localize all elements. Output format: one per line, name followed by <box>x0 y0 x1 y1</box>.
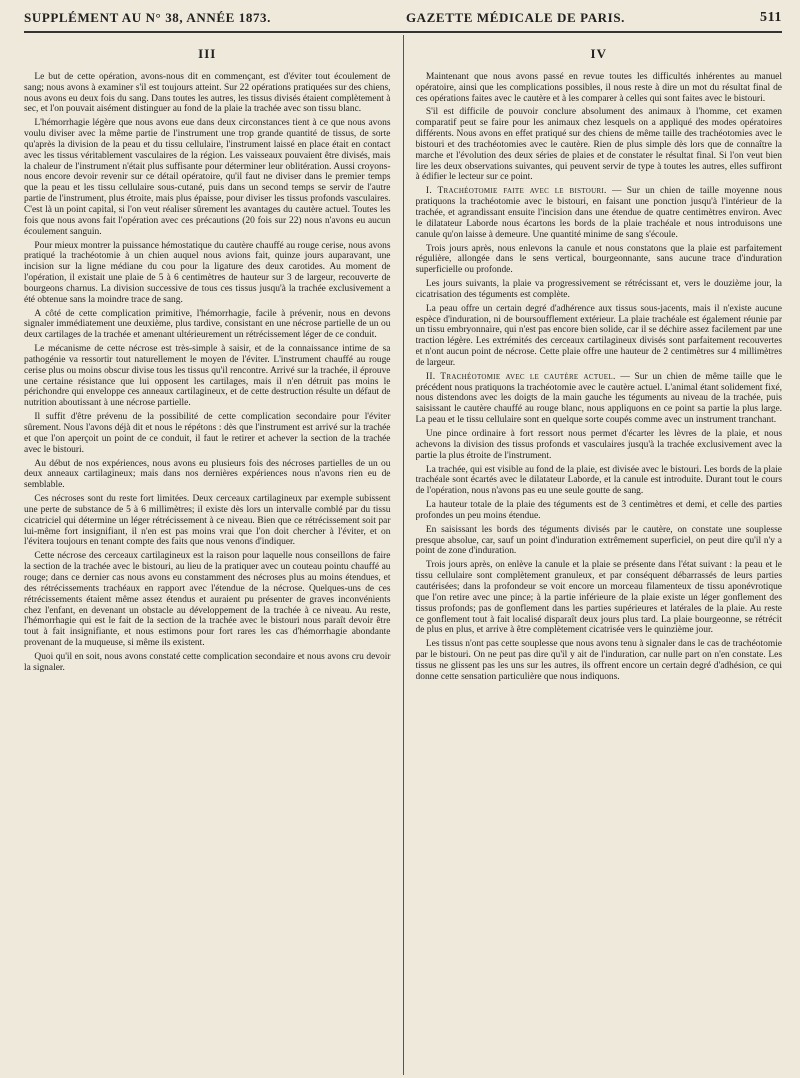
paragraph: Ces nécroses sont du reste fort limitées. Deux cerceaux cartilagineux par exemple subissent une perte de substance de 5 à 6 millimètres; il existe dès lors un intervalle comblé par du tissu cicatriciel qui détermine un léger rétrécissement à ce niveau. Bien que ce rétrécissement soit par lui-même fort insignifiant, il n'en est pas moins vrai que l'on doit chercher à l'éviter, et on l'évitera toujours en tenant compte des faits que nous venons d'indiquer. <box>24 494 391 548</box>
observation-1 <box>416 186 783 240</box>
section-title-iii: III <box>198 46 217 61</box>
paragraph: S'il est difficile de pouvoir conclure absolument des animaux à l'homme, cet examen comparatif peut se faire pour les animaux chez lesquels on a appliqué des modes opératoires différents. Nous avons en effet pratiqué sur des chiens de même taille des trachéotomies avec le bistouri et des trachéotomies avec le cautère. Rien de plus simple dès lors que de connaître la marche et l'évolution des deux séries de plaies et de constater le résultat final. Si l'on veut bien lire les deux observations suivantes, qui peuvent servir de type à toutes les autres, elles suffiront à édifier le lecteur sur ce point. <box>415 107 782 183</box>
right-column <box>416 35 783 1075</box>
observation-2-title: II. Trachéotomie avec le cautère actuel. <box>425 371 616 382</box>
paragraph: La trachée, qui est visible au fond de la plaie, est divisée avec le bistouri. Les bords de la plaie trachéale sont écartés avec le dilatateur Laborde, et la canule est introduite. Durant tout le cours de l'opération, nous n'avons pas eu une seule goutte de sang. <box>415 464 782 497</box>
column-divider <box>403 35 404 1075</box>
paragraph: Il suffit d'être prévenu de la possibilité de cette complication secondaire pour l'éviter sûrement. Nous l'avons déjà dit et nous le répétons : dès que l'instrument est arrivé sur la trachée et que l'on aperçoit un point de ce conduit, il faut le retirer et achever la section de la trachée avec le bistouri. <box>24 412 391 455</box>
paragraph: Au début de nos expériences, nous avons eu plusieurs fois des nécroses partielles de un ou deux anneaux cartilagineux; mais dans nos dernières expériences nous n'avons rien eu de semblable. <box>24 458 391 491</box>
paragraph: Une pince ordinaire à fort ressort nous permet d'écarter les lèvres de la plaie, et nous achevons la division des tissus profonds et vasculaires jusqu'à la trachée exclusivement avec la partie la plus étroite de l'instrument. <box>415 429 782 461</box>
paragraph: La peau offre un certain degré d'adhérence aux tissus sous-jacents, mais il n'existe aucune espèce d'induration, ni de boursoufflement extérieur. La plaie trachéale est également réunie par un tissu embryonnaire, qui n'est pas encore bien solide, car il se déchire assez facilement par une traction légère. Les extrémités des cerceaux cartilagineux divisés sont parfaitement recouvertes et n'ont aucun point de nécrose. Cette plaie offre une hauteur de 2 centimètres sur 4 millimètres de largeur. <box>415 303 782 368</box>
paragraph: Le mécanisme de cette nécrose est très-simple à saisir, et de la connaissance intime de sa pathogénie va ressortir tout naturellement le moyen de l'éviter. L'instrument chauffé au rouge cerise plus ou moins obscur divise tous les tissus qu'il rencontre. Arrivé sur la trachée, il éprouve une certaine résistance que lui opposent les cartilages, mais il n'en détruit pas moins le périchondre qui enveloppe ces anneaux cartilagineux, et de cette destruction résulte un défaut de nutrition aboutissant à une nécrose partielle. <box>24 344 391 409</box>
paragraph: Les tissus n'ont pas cette souplesse que nous avons tenu à signaler dans le cas de trachéotomie par le bistouri. On ne peut pas dire qu'il y ait de l'induration, car nulle part on n'en constate. Les tissus ne glissent pas les uns sur les autres, ils offrent encore un certain degré d'adhésion, ce qui donne cette sensation particulière que nous indiquons. <box>415 639 782 682</box>
page-header <box>24 10 782 33</box>
article-columns <box>24 35 782 1075</box>
paragraph: Cette nécrose des cerceaux cartilagineux est la raison pour laquelle nous conseillons de faire la section de la trachée avec le bistouri, au lieu de la pratiquer avec un couteau pointu chauffé au rouge; dans ce dernier cas nous avons eu constamment des nécroses plus au moins étendues, et des rétrécissements trachéaux en rapport avec l'étendue de la nécrose. Quelques-uns de ces rétrécissements étaient même assez étendus et auraient pu présenter de graves inconvénients chez l'enfant, en devenant un obstacle au développement de la trachée à ce niveau. Au reste, l'hémorrhagie qui est le fait de la section de la trachée avec le bistouri nous paraît devoir être tout à fait insignifiante, et nous estimons pour fort rares les cas d'hémorrhagie abondante provenant de la muqueuse, si même ils existent. <box>24 551 391 649</box>
paragraph: Pour mieux montrer la puissance hémostatique du cautère chauffé au rouge cerise, nous avons pratiqué la trachéotomie à un chien auquel nous avions fait, quinze jours auparavant, une incision sur la ligne médiane du cou pour la ligature des deux carotides. Au moment de l'opération, il existait une plaie de 5 à 6 centimètres de hauteur sur 3 de largeur, recouverte de bourgeons charnus. La division successive de tous ces tissus jusqu'à la trachée exclusivement a été obtenue sans la moindre trace de sang. <box>24 240 391 305</box>
paragraph: En saisissant les bords des téguments divisés par le cautère, on constate une souplesse presque absolue, car, sauf un point d'induration extrêmement superficiel, on peut dire qu'il n'y a point de zone d'induration. <box>415 524 782 557</box>
paragraph: Les jours suivants, la plaie va progressivement se rétrécissant et, vers le douzième jour, la cicatrisation des téguments est complète. <box>415 279 782 300</box>
paragraph: A côté de cette complication primitive, l'hémorrhagie, facile à prévenir, nous en devons signaler immédiatement une deuxième, plus tardive, consistant en une nécrose partielle de un ou deux cartilages de la trachée et amenant ultérieurement un rétrécissement léger de ce conduit. <box>24 308 391 341</box>
section-title-iv: IV <box>590 46 607 61</box>
paragraph: Trois jours après, on enlève la canule et la plaie se présente dans l'état suivant : la peau et le tissu cellulaire sont complètement granuleux, et par conséquent débarrassés de leurs parties cautérisées; dans la profondeur se voit encore un morceau filamenteux de tissu aponévrotique que l'on retire avec une pince; à la partie inférieure de la plaie existe un léger gonflement des tissus profonds; pas de gonflement dans les parties supérieures et latérales de la plaie. Au reste ce gonflement tout à fait localisé disparaît deux jours plus tard. La plaie bourgeonne, se rétrécit de plus en plus, et arrive à être complètement cicatrisée vers le quinzième jour. <box>415 560 782 636</box>
observation-1-title: I. Trachéotomie faite avec le bistouri. <box>425 186 607 197</box>
paragraph: Le but de cette opération, avons-nous dit en commençant, est d'éviter tout écoulement de sang; nous avons à examiner s'il est toujours atteint. Sur 22 opérations pratiquées sur des chiens, nous avons eu deux fois du sang. Dans toutes les autres, les tissus divisés étaient complètement à sec, et l'on pouvait aisément distinguer au fond de la plaie la trachée avec son tissu blanc. <box>24 71 391 115</box>
paragraph: Maintenant que nous avons passé en revue toutes les difficultés inhérentes au manuel opératoire, ainsi que les complications possibles, il nous reste à dire un mot du résultat final de ces opérations faites avec le cautère et à les comparer à celles qui sont faites avec le bistouri. <box>415 71 782 104</box>
paragraph: L'hémorrhagie légère que nous avons eue dans deux circonstances tient à ce que nous avons voulu diviser avec la même partie de l'instrument une trop grande quantité de tissus, de sorte qu'après la division de la peau et du tissu cellulaire, l'instrument laissé en place était en contact avec les tissus véritablement vasculaires de la région. Les vaisseaux pouvaient être divisés, mais la chaleur de l'instrument n'était plus suffisante pour déterminer leur oblitération. Aussi croyons-nous encore devoir revenir sur ce détail opératoire, qu'il faut ne diviser dans le premier temps que la peau et les tissu cellulaire sous-cutané, puis dans un second temps se servir de l'autre partie de l'instrument, plus étroite, mais plus épaisse, pour diviser les tissus profonds vasculaires. C'est là un point capital, si l'on veut réaliser sûrement les avantages du cautère actuel. Toutes les fois que nous avons fait l'opération avec ces précautions (20 fois sur 22) nous n'avons eu aucun écoulement sanguin. <box>24 118 391 237</box>
paragraph: Trois jours après, nous enlevons la canule et nous constatons que la plaie est parfaitement régulière, allongée dans le sens vertical, bourgeonnante, sans aucune trace d'induration superficielle ou profonde. <box>415 243 782 276</box>
observation-2 <box>416 372 783 426</box>
paragraph: La hauteur totale de la plaie des téguments est de 3 centimètres et demi, et celle des parties profondes un peu moins étendue. <box>415 500 782 521</box>
page-number: 511 <box>759 10 782 25</box>
header-supplement: SUPPLÉMENT AU N° 38, ANNÉE 1873. <box>24 10 271 25</box>
header-journal-title: GAZETTE MÉDICALE DE PARIS. <box>405 10 626 25</box>
observation-1-text: — Sur un chien de taille moyenne nous pratiquons la trachéotomie avec le bistouri, en faisant une ponction jusqu'à l'intérieur de la trachée, et agrandissant ensuite l'incision dans une étendue de quatre centimètres environ. Avec le dilatateur Laborde nous écartons les bords de la plaie trachéale et nous introduisons une canule qu'on laisse à demeure. Une quantité minime de sang s'écoule. <box>415 186 782 240</box>
paragraph: Quoi qu'il en soit, nous avons constaté cette complication secondaire et nous avons cru devoir la signaler. <box>24 651 391 673</box>
left-column <box>24 35 391 1075</box>
observation-2-text: — Sur un chien de même taille que le précédent nous pratiquons la trachéotomie avec le cautère actuel. L'animal étant solidement fixé, nous distendons avec les doigts de la main gauche les téguments au niveau de la trachée, puis saisissant le cautère chauffé au rouge blanc, nous appliquons en ce point sa partie la plus large. La peau et le tissu cellulaire sont en quelque sorte coupés comme avec un instrument tranchant. <box>415 371 782 426</box>
